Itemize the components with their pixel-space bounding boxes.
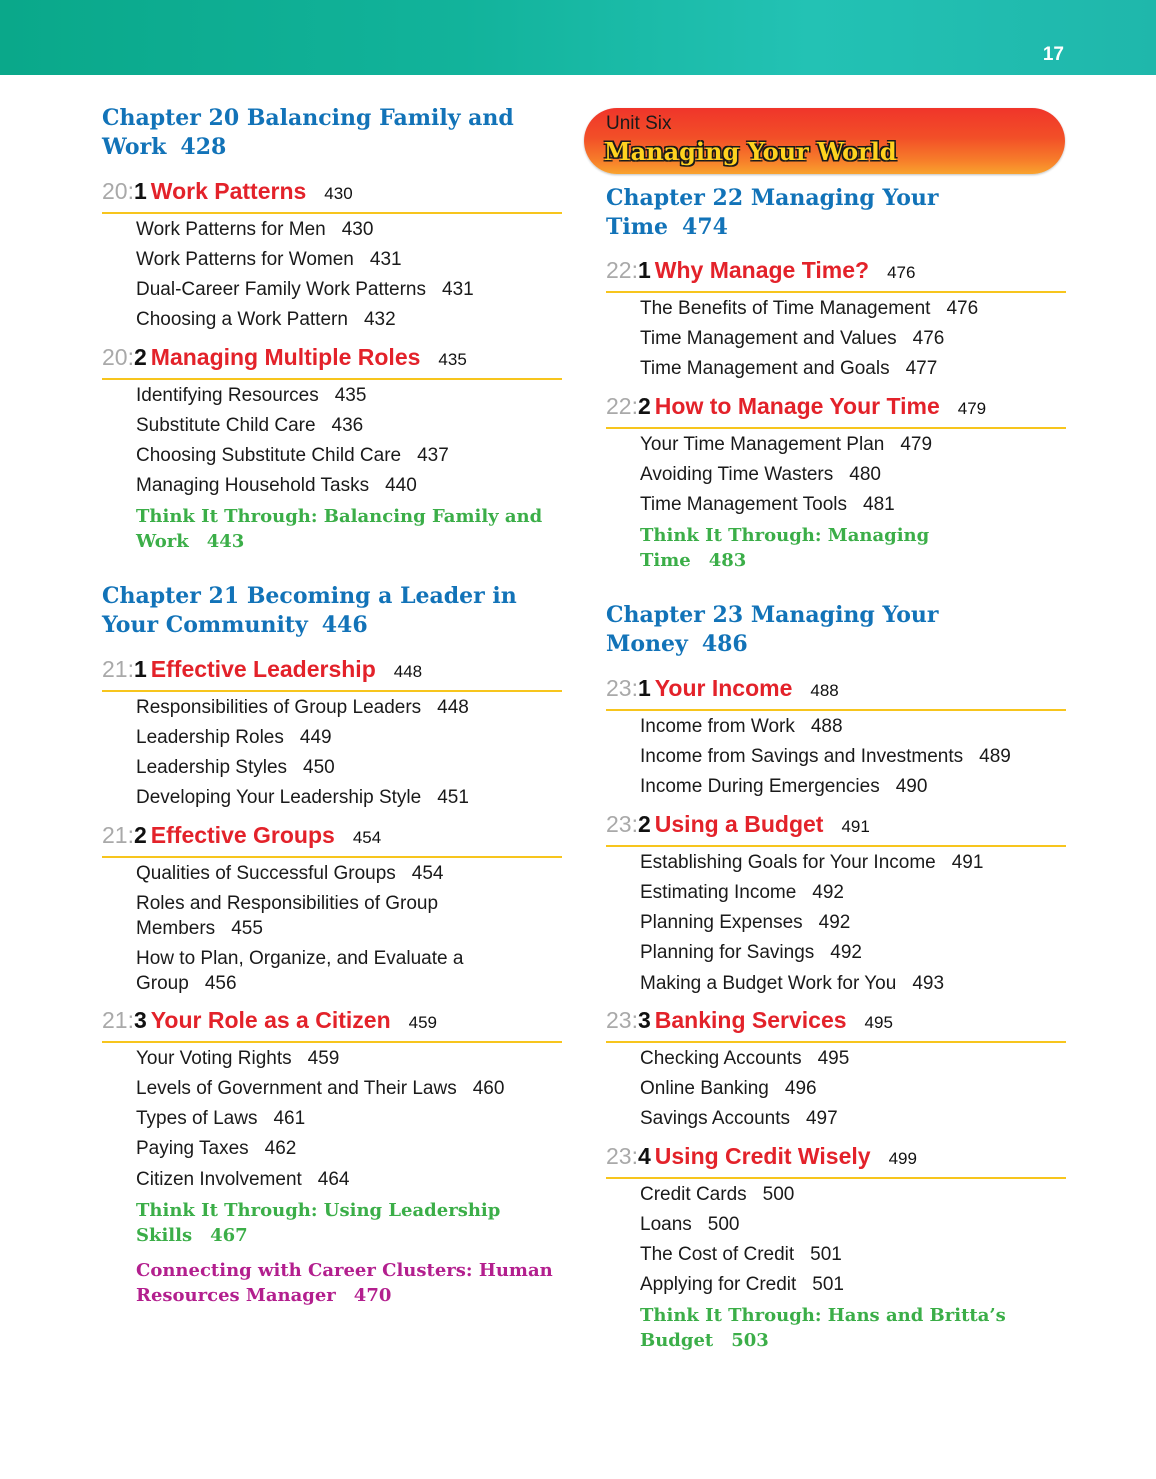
topic-page: 454 xyxy=(411,863,444,884)
section-chapter-num: 21: xyxy=(102,1007,134,1033)
topic-title: Income from Work xyxy=(640,716,795,737)
topic-title: Responsibilities of Group Leaders xyxy=(136,697,422,718)
topic-item[interactable] xyxy=(640,1242,1060,1267)
chapter-page: 486 xyxy=(701,631,748,657)
topic-page: 493 xyxy=(912,973,945,994)
section-title: Using a Budget xyxy=(654,811,824,837)
section-num: 3 xyxy=(637,1007,651,1033)
topic-page: 430 xyxy=(341,219,374,240)
topic-item[interactable] xyxy=(136,891,476,941)
section-num: 2 xyxy=(133,344,147,370)
career-clusters-link[interactable] xyxy=(136,1258,566,1308)
topic-item[interactable] xyxy=(640,714,1060,739)
section-num: 1 xyxy=(133,656,147,682)
topic-page: 490 xyxy=(895,776,928,797)
topic-page: 449 xyxy=(299,727,332,748)
section-21-3[interactable] xyxy=(102,1007,562,1043)
section-22-1[interactable] xyxy=(606,257,1066,293)
section-title: Banking Services xyxy=(654,1007,847,1033)
topic-page: 451 xyxy=(437,787,469,808)
feature-title: Connecting with Career Clusters: Human Resources Manager xyxy=(136,1260,553,1306)
section-title: Your Income xyxy=(654,675,793,701)
feature-page: 470 xyxy=(353,1285,392,1306)
topic-title: The Benefits of Time Management xyxy=(640,298,931,319)
topic-item[interactable] xyxy=(640,850,1060,875)
topic-title: Leadership Styles xyxy=(136,757,288,778)
section-num: 2 xyxy=(133,822,147,848)
think-it-through-link[interactable] xyxy=(640,1303,1060,1353)
topic-item[interactable] xyxy=(136,473,556,498)
topic-page: 488 xyxy=(810,716,843,737)
topic-page: 440 xyxy=(385,475,417,496)
topic-item[interactable] xyxy=(640,774,1060,799)
think-it-through-link[interactable] xyxy=(136,1198,556,1248)
section-num: 4 xyxy=(637,1143,651,1169)
topic-page: 500 xyxy=(707,1214,740,1235)
topic-item[interactable] xyxy=(640,1182,1060,1207)
section-20-2[interactable] xyxy=(102,344,562,380)
section-page: 491 xyxy=(841,817,870,836)
topic-item[interactable] xyxy=(136,785,556,810)
section-num: 1 xyxy=(637,675,651,701)
topic-title: Your Voting Rights xyxy=(136,1048,292,1069)
page-number: 17 xyxy=(1042,44,1064,65)
topic-item[interactable] xyxy=(640,880,1060,905)
topic-title: Estimating Income xyxy=(640,882,797,903)
topic-title: Checking Accounts xyxy=(640,1048,802,1069)
section-title: Work Patterns xyxy=(150,178,307,204)
topic-item[interactable] xyxy=(136,695,556,720)
topic-item[interactable] xyxy=(640,971,1060,996)
chapter-title: Chapter 20 Balancing Family and Work xyxy=(102,105,514,160)
topic-title: Dual-Career Family Work Patterns xyxy=(136,279,427,300)
topic-title: Savings Accounts xyxy=(640,1108,790,1129)
section-page: 488 xyxy=(810,681,839,700)
unit-banner[interactable] xyxy=(584,108,1065,174)
feature-page: 467 xyxy=(210,1225,248,1246)
topic-page: 496 xyxy=(784,1078,817,1099)
topic-page: 448 xyxy=(437,697,469,718)
topic-item[interactable] xyxy=(640,1272,1060,1297)
section-num: 1 xyxy=(133,178,147,204)
section-num: 1 xyxy=(637,257,651,283)
topic-page: 481 xyxy=(863,494,895,515)
topic-title: Income During Emergencies xyxy=(640,776,880,797)
topic-title: Substitute Child Care xyxy=(136,415,316,436)
section-chapter-num: 20: xyxy=(102,178,134,204)
topic-title: Establishing Goals for Your Income xyxy=(640,852,936,873)
topic-page: 480 xyxy=(849,464,881,485)
topic-title: Work Patterns for Women xyxy=(136,249,354,270)
topic-title: Developing Your Leadership Style xyxy=(136,787,422,808)
topic-title: Credit Cards xyxy=(640,1184,747,1205)
topic-item[interactable] xyxy=(136,247,556,272)
topic-title: Types of Laws xyxy=(136,1108,258,1129)
topic-item[interactable] xyxy=(136,861,556,886)
section-title: Managing Multiple Roles xyxy=(150,344,421,370)
section-page: 430 xyxy=(324,184,353,203)
topic-item[interactable] xyxy=(136,1106,556,1131)
topic-title: Applying for Credit xyxy=(640,1274,797,1295)
topic-item[interactable] xyxy=(136,1076,556,1101)
topic-page: 492 xyxy=(830,942,862,963)
topic-title: Online Banking xyxy=(640,1078,769,1099)
section-title: Why Manage Time? xyxy=(654,257,870,283)
topic-page: 462 xyxy=(264,1138,297,1159)
section-chapter-num: 23: xyxy=(606,1007,638,1033)
section-title: How to Manage Your Time xyxy=(654,393,940,419)
topic-page: 431 xyxy=(369,249,402,270)
feature-title: Think It Through: Managing Time xyxy=(640,525,930,571)
topic-item[interactable] xyxy=(640,356,1060,381)
topic-item[interactable] xyxy=(136,1046,556,1071)
feature-page: 483 xyxy=(708,550,747,571)
topic-item[interactable] xyxy=(640,1076,1060,1101)
section-page: 495 xyxy=(864,1013,893,1032)
section-chapter-num: 20: xyxy=(102,344,134,370)
topic-page: 501 xyxy=(812,1274,844,1295)
chapter-page: 446 xyxy=(321,612,368,638)
section-21-2[interactable] xyxy=(102,822,562,858)
topic-item[interactable] xyxy=(136,725,556,750)
feature-page: 503 xyxy=(731,1330,769,1351)
topic-page: 435 xyxy=(334,385,367,406)
topic-item[interactable] xyxy=(640,432,1060,457)
topic-title: Planning for Savings xyxy=(640,942,815,963)
chapter-21-heading[interactable] xyxy=(102,582,562,640)
section-23-1[interactable] xyxy=(606,675,1066,711)
topic-item[interactable] xyxy=(136,307,556,332)
section-chapter-num: 21: xyxy=(102,822,134,848)
topic-item[interactable] xyxy=(136,1136,556,1161)
section-23-2[interactable] xyxy=(606,811,1066,847)
header-band xyxy=(0,0,1156,75)
topic-page: 477 xyxy=(905,358,938,379)
topic-page: 456 xyxy=(204,973,237,994)
topic-page: 460 xyxy=(472,1078,505,1099)
chapter-title: Chapter 21 Becoming a Leader in Your Community xyxy=(102,583,517,638)
think-it-through-link[interactable] xyxy=(136,504,556,554)
section-23-3[interactable] xyxy=(606,1007,1066,1043)
section-page: 476 xyxy=(887,263,916,282)
topic-title: Citizen Involvement xyxy=(136,1169,302,1190)
topic-page: 501 xyxy=(810,1244,842,1265)
topic-item[interactable] xyxy=(640,744,1060,769)
topic-page: 489 xyxy=(979,746,1011,767)
section-title: Your Role as a Citizen xyxy=(150,1007,391,1033)
topic-page: 464 xyxy=(317,1169,350,1190)
topic-title: Choosing a Work Pattern xyxy=(136,309,348,330)
topic-page: 492 xyxy=(812,882,844,903)
topic-page: 461 xyxy=(273,1108,306,1129)
chapter-title: Chapter 22 Managing Your Time xyxy=(606,185,939,240)
topic-title: Income from Savings and Investments xyxy=(640,746,964,767)
topic-title: Time Management and Values xyxy=(640,328,897,349)
section-page: 479 xyxy=(957,399,987,418)
topic-item[interactable] xyxy=(136,946,486,996)
think-it-through-link[interactable] xyxy=(640,523,970,573)
topic-page: 476 xyxy=(912,328,945,349)
topic-item[interactable] xyxy=(136,413,556,438)
chapter-20-heading[interactable] xyxy=(102,104,562,162)
topic-title: Avoiding Time Wasters xyxy=(640,464,834,485)
topic-page: 492 xyxy=(818,912,851,933)
topic-title: Planning Expenses xyxy=(640,912,803,933)
topic-item[interactable] xyxy=(640,1212,1060,1237)
topic-item[interactable] xyxy=(136,1167,556,1192)
feature-title: Think It Through: Balancing Family and Work xyxy=(136,506,543,552)
topic-page: 495 xyxy=(817,1048,850,1069)
topic-title: Managing Household Tasks xyxy=(136,475,370,496)
topic-item[interactable] xyxy=(640,296,1060,321)
section-chapter-num: 23: xyxy=(606,811,638,837)
topic-page: 455 xyxy=(231,918,263,939)
topic-page: 437 xyxy=(417,445,449,466)
topic-page: 459 xyxy=(307,1048,340,1069)
topic-item[interactable] xyxy=(136,277,556,302)
topic-page: 436 xyxy=(331,415,364,436)
section-num: 2 xyxy=(637,811,651,837)
section-title: Using Credit Wisely xyxy=(654,1143,871,1169)
topic-title: Levels of Government and Their Laws xyxy=(136,1078,457,1099)
topic-title: Choosing Substitute Child Care xyxy=(136,445,402,466)
topic-item[interactable] xyxy=(136,383,556,408)
topic-title: Time Management Tools xyxy=(640,494,847,515)
topic-page: 432 xyxy=(363,309,396,330)
topic-item[interactable] xyxy=(640,940,1060,965)
section-page: 454 xyxy=(352,828,382,847)
topic-page: 476 xyxy=(946,298,979,319)
section-23-4[interactable] xyxy=(606,1143,1066,1179)
section-21-1[interactable] xyxy=(102,656,562,692)
section-title: Effective Groups xyxy=(150,822,335,848)
topic-title: Making a Budget Work for You xyxy=(640,973,897,994)
section-page: 459 xyxy=(408,1013,438,1032)
unit-title: Managing Your World xyxy=(604,137,897,166)
section-page: 499 xyxy=(888,1149,917,1168)
topic-item[interactable] xyxy=(640,1106,1060,1131)
topic-title: The Cost of Credit xyxy=(640,1244,795,1265)
topic-title: Roles and Responsibilities of Group Members xyxy=(136,893,439,939)
chapter-page: 428 xyxy=(180,134,227,160)
topic-item[interactable] xyxy=(640,462,1060,487)
topic-title: Loans xyxy=(640,1214,692,1235)
chapter-23-heading[interactable] xyxy=(606,601,1066,659)
section-page: 435 xyxy=(438,350,467,369)
feature-title: Think It Through: Using Leadership Skills xyxy=(136,1200,501,1246)
chapter-title: Chapter 23 Managing Your Money xyxy=(606,602,939,657)
topic-title: Identifying Resources xyxy=(136,385,319,406)
chapter-page: 474 xyxy=(682,214,728,240)
section-chapter-num: 22: xyxy=(606,393,638,419)
section-page: 448 xyxy=(393,662,423,681)
section-22-2[interactable] xyxy=(606,393,1066,429)
topic-page: 479 xyxy=(900,434,933,455)
topic-item[interactable] xyxy=(136,755,556,780)
feature-page: 443 xyxy=(206,531,245,552)
topic-title: Qualities of Successful Groups xyxy=(136,863,396,884)
section-num: 2 xyxy=(637,393,651,419)
topic-page: 450 xyxy=(303,757,335,778)
topic-title: Leadership Roles xyxy=(136,727,284,748)
topic-page: 431 xyxy=(442,279,474,300)
topic-item[interactable] xyxy=(640,1046,1060,1071)
section-num: 3 xyxy=(133,1007,147,1033)
section-chapter-num: 23: xyxy=(606,675,638,701)
topic-title: Time Management and Goals xyxy=(640,358,890,379)
topic-item[interactable] xyxy=(640,910,1060,935)
chapter-22-heading[interactable] xyxy=(606,184,1066,242)
topic-page: 497 xyxy=(805,1108,838,1129)
topic-item[interactable] xyxy=(640,326,1060,351)
topic-item[interactable] xyxy=(640,492,1060,517)
topic-item[interactable] xyxy=(136,443,556,468)
topic-title: Your Time Management Plan xyxy=(640,434,885,455)
topic-item[interactable] xyxy=(136,217,556,242)
topic-title: How to Plan, Organize, and Evaluate a Group xyxy=(136,948,464,994)
topic-title: Paying Taxes xyxy=(136,1138,249,1159)
feature-title: Think It Through: Hans and Britta’s Budget xyxy=(640,1305,1006,1351)
unit-label: Unit Six xyxy=(606,113,672,134)
topic-page: 500 xyxy=(762,1184,795,1205)
section-title: Effective Leadership xyxy=(150,656,376,682)
section-20-1[interactable] xyxy=(102,178,562,214)
section-chapter-num: 21: xyxy=(102,656,134,682)
section-chapter-num: 22: xyxy=(606,257,638,283)
section-chapter-num: 23: xyxy=(606,1143,638,1169)
topic-title: Work Patterns for Men xyxy=(136,219,326,240)
topic-page: 491 xyxy=(951,852,984,873)
